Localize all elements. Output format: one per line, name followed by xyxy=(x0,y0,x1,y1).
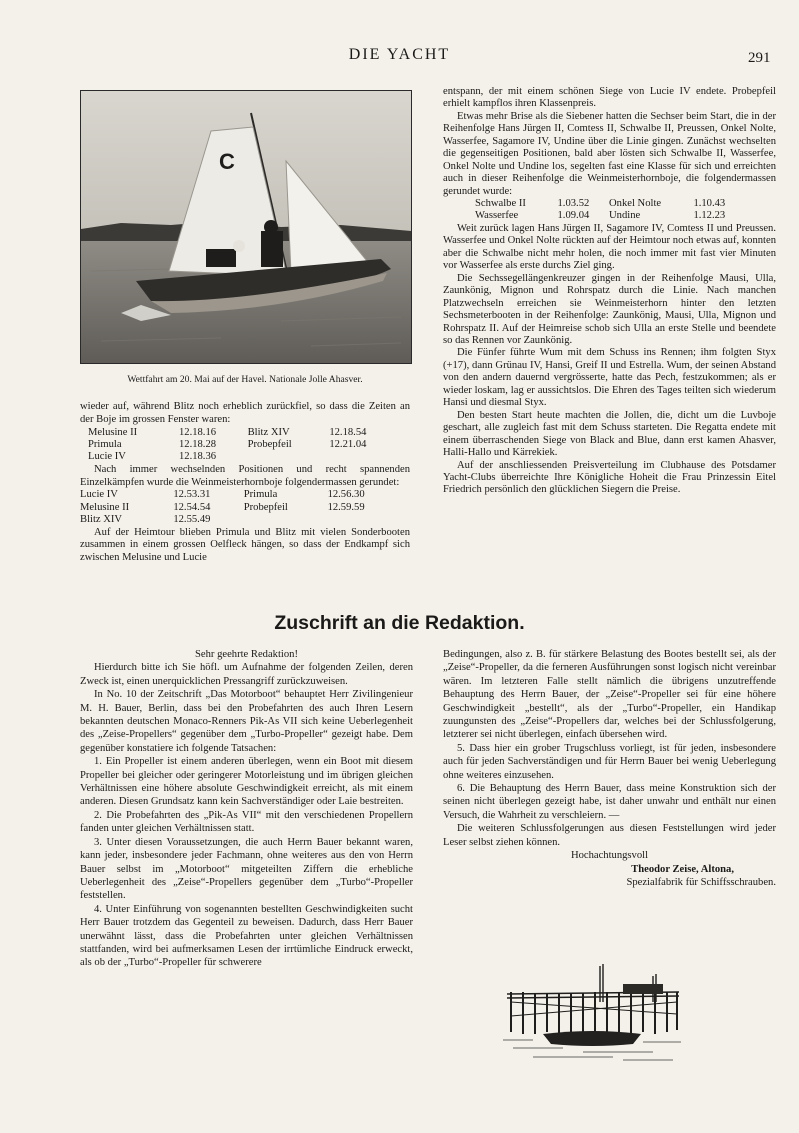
time: 12.55.49 xyxy=(173,514,211,526)
paragraph: 3. Unter diesen Voraussetzungen, die auch Herrn Bauer bekannt waren, kann jeder, insbesondere jeder Fachmann, ohne weiteres aus den von Herrn Bauer selbst im „Motorboot“ mitgeteilten Ziffern die erhebliche Ueberlegenheit des „Zeise“-Propellers gegenüber dem „Turbo“-Propeller feststellen. xyxy=(80,836,413,902)
article-left-column xyxy=(80,401,410,565)
paragraph: Hierdurch bitte ich Sie höfl. um Aufnahme der folgenden Zeilen, deren Zweck ist, einen unerquicklichen Pressangriff zurückzuweisen. xyxy=(80,662,413,687)
boat-name: Onkel Nolte xyxy=(609,198,662,210)
photo-caption: Wettfahrt am 20. Mai auf der Havel. Nationale Jolle Ahasver. xyxy=(127,374,363,385)
boat-name: Schwalbe II xyxy=(475,198,526,210)
time: 12.18.54 xyxy=(329,426,367,438)
time: 12.53.31 xyxy=(173,489,211,501)
sailboat-illustration xyxy=(81,91,411,363)
pier-illustration xyxy=(503,962,683,1064)
paragraph: Die Sechssegellängenkreuzer gingen in der Reihenfolge Mausi, Ulla, Zaunkönig, Mignon und Rohrspatz durch die Linie. Nach manchen Platzwechseln erreichen sie Weinmeisterhorn hinter den letzten Sechsmeterbooten in der Reihenfolge: Zaunkönig, Mausi, Ulla, Mignon und Rohrspatz II. Auf der Heimreise schob sich Ulla an erste Stelle und beendete so das Rennen vor Zaunkönig. xyxy=(443,272,776,346)
boat-name: Blitz XIV xyxy=(247,426,290,438)
time: 12.59.59 xyxy=(327,501,365,513)
boat-name xyxy=(244,514,328,526)
running-header-title: DIE YACHT xyxy=(348,46,451,63)
table-row xyxy=(88,439,398,451)
paragraph: Etwas mehr Brise als die Siebener hatten die Sechser beim Start, die in der Reihenfolge Hans Jürgen II, Comtess II, Schwalbe II, Preussen, Onkel Nolte, Wasserfee, Sagamore IV, Undine über die Linie gingen. Zunächst wechselten die gegenseitigen Positionen, bald aber lösten sich Schwalbe II, Wasserfee, Onkel Nolte und Undine los, segelten fast eine Klasse für sich und erreichten auch in dieser Reihenfolge die Weinmeisterhornboje, die folgendermassen gerundet wurde: xyxy=(443,110,776,197)
signature: Theodor Zeise, Altona, xyxy=(631,863,734,875)
sail-letter: C xyxy=(219,149,235,174)
table-row xyxy=(88,451,398,463)
time: 12.54.54 xyxy=(173,501,211,513)
sailor xyxy=(261,231,283,267)
letter-right-column xyxy=(443,648,776,889)
time: 1.12.23 xyxy=(693,210,726,222)
paragraph: Auf der Heimtour blieben Primula und Blitz mit vielen Sonderbooten zusammen in einem grossen Oelfleck hängen, so dass der Endkampf sich zwischen Melusine und Lucie xyxy=(80,526,410,564)
paragraph: In No. 10 der Zeitschrift „Das Motorboot“ behauptet Herr Zivilingenieur M. H. Bauer, Berlin, dass bei den Probefahrten des auch Ihren Lesern bekannten deutschen Monaco-Renners Pik-As VII sich keine Ueberlegenheit des „Zeise-Propellers“ gegenüber dem „Turbo-Propeller“ gezeigt habe. Dem gegenüber konstatiere ich folgende Tatsachen: xyxy=(80,689,413,754)
boat-name xyxy=(248,451,330,463)
paragraph: Nach immer wechselnden Positionen und recht spannenden Einzelkämpfen wurde die Weinmeisterhornboje folgendermassen gerundet: xyxy=(80,463,410,488)
paragraph: entspann, der mit einem schönen Siege von Lucie IV endete. Probepfeil erhielt kampflos ihren Klassenpreis. xyxy=(443,86,776,110)
paragraph: Bedingungen, also z. B. für stärkere Belastung des Bootes bestellt sei, als der „Zeise“-Propeller, da die ferneren Ausführungen sonst logisch nicht vereinbar wären. Im letzteren Falle stellt nämlich die übrigens unzutreffende Behauptung des Herrn Bauer, der „Zeise“-Propeller sei für eine höhere Geschwindigkeit „bestellt“, als der „Turbo“-Propeller, ein Handikap zuungunsten des „Zeise“-Propellers dar, welches bei der Schlussfolgerung, letzterer sei nicht überlegen, einfach übersehen wird. xyxy=(443,649,776,741)
time: 12.56.30 xyxy=(327,489,365,501)
page-number: 291 xyxy=(748,50,771,66)
sailor xyxy=(206,249,236,267)
boat-name: Probepfeil xyxy=(247,439,292,450)
rowboat xyxy=(543,1031,641,1046)
table-row xyxy=(475,210,745,222)
time: 1.09.04 xyxy=(557,210,590,222)
table-row xyxy=(80,489,398,501)
table-row xyxy=(80,514,398,526)
time: 1.03.52 xyxy=(557,198,590,210)
time: 12.18.36 xyxy=(178,451,217,463)
paragraph: wieder auf, während Blitz noch erheblich zurückfiel, so dass die Zeiten an der Boje im grossen Fenster waren: xyxy=(80,401,410,425)
pier-drawing xyxy=(503,962,683,1064)
time: 12.18.16 xyxy=(178,426,217,438)
times-table-1 xyxy=(88,427,398,464)
paragraph: Den besten Start heute machten die Jollen, die, dicht um die Luvboje geschart, alle zugleich fast mit dem Schuss starteten. Die Regatta endete mit einem überraschenden Siege von Black and Blue, dann erst kamen Ahasver, Halli-Hallo und Kärrekiek. xyxy=(443,409,776,459)
paragraph: Auf der anschliessenden Preisverteilung im Clubhause des Potsdamer Yacht-Clubs überreichte Ihre Königliche Hoheit die Frau Prinzessin Eitel Friedrich persönlich den glücklichen Siegern die Preise. xyxy=(443,459,776,496)
table-row xyxy=(475,198,745,210)
salutation: Sehr geehrte Redaktion! xyxy=(195,649,298,660)
boat-name: Primula xyxy=(243,489,278,501)
boat-name: Probepfeil xyxy=(243,501,288,513)
boat-name: Melusine II xyxy=(88,426,138,438)
time: 1.10.43 xyxy=(693,198,726,210)
paragraph: Die Fünfer führte Wum mit dem Schuss ins Rennen; ihm folgten Styx (+17), dann Grünau IV, Hansi, Greif II und Estrella. Wum, der seinen Abstand von den andern dauernd vergrösserte, hatte das Pech, festzukommen; als er wieder loskam, lag er aussichtslos. Die Ehren des Tages teilten sich wiederum Hansi und diesmal Styx. xyxy=(443,347,776,409)
time xyxy=(328,514,398,526)
paragraph: 4. Unter Einführung von sogenannten bestellten Geschwindigkeiten sucht Herr Bauer trotzdem das Gegenteil zu beweisen. Dadurch, dass Herr Bauer unerwähnt lässt, dass die Probefahrten unter gleichen Verhältnissen stattfanden, wird bei aufmerksamen Lesen der irrtümliche Eindruck erweckt, als ob der „Turbo“-Propeller für schwerere xyxy=(80,903,413,969)
table-row xyxy=(80,502,398,514)
pier-hut xyxy=(623,984,663,994)
boat-name: Wasserfee xyxy=(475,210,519,222)
boat-name: Lucie IV xyxy=(88,451,126,463)
table-row xyxy=(88,427,398,439)
paragraph: 1. Ein Propeller ist einem anderen überlegen, wenn ein Boot mit diesem Propeller bei gleicher oder geringerer Motorleistung und im übrigen gleichen Verhältnissen eine höhere absolute Geschwindigkeit erreicht, als mit einem anderen. Diesen Grundsatz kann kein Sachverständiger oder Laie bestreiten. xyxy=(80,756,413,808)
paragraph: 6. Die Behauptung des Herrn Bauer, dass meine Konstruktion sich der seinen nicht überlegen gezeigt habe, ist daher unwahr und enthält nur einen Versuch, die Wahrheit zu verschleiern. — xyxy=(443,783,776,821)
time: 12.21.04 xyxy=(329,439,367,450)
time: 12.18.28 xyxy=(178,439,217,450)
boat-name: Undine xyxy=(609,210,641,222)
paragraph: Weit zurück lagen Hans Jürgen II, Sagamore IV, Comtess II und Preussen. Wasserfee und Onkel Nolte rückten auf der Heimtour noch etwas auf, konnten aber die Schwalbe nicht mehr holen, die noch immer mit fast vier Minuten vor Wasserfee als erste durchs Ziel ging. xyxy=(443,222,776,272)
letter-heading: Zuschrift an die Redaktion. xyxy=(274,612,525,634)
times-table-2 xyxy=(80,489,398,526)
letter-left-column xyxy=(80,648,413,970)
article-right-column xyxy=(443,86,776,497)
boat-name: Lucie IV xyxy=(80,489,118,501)
closing: Hochachtungsvoll xyxy=(570,850,649,862)
sailing-photo xyxy=(80,90,412,364)
paragraph: Die weiteren Schlussfolgerungen aus diesen Feststellungen wird jeder Leser selbst ziehen können. xyxy=(443,823,776,848)
boat-name: Blitz XIV xyxy=(80,514,123,526)
paragraph: 5. Dass hier ein grober Trugschluss vorliegt, ist für jeden, insbesondere auch für jeden Sachverständigen und für Herrn Bauer bei wenig Ueberlegung ohne weiteres einzusehen. xyxy=(443,742,776,781)
boat-name: Primula xyxy=(88,439,122,450)
times-table-3 xyxy=(475,198,745,223)
signature-company: Spezialfabrik für Schiffsschrauben. xyxy=(626,876,776,888)
time xyxy=(329,451,398,463)
boat-name: Melusine II xyxy=(80,501,130,513)
paragraph: 2. Die Probefahrten des „Pik-As VII“ mit den verschiedenen Propellern fanden unter gleichen Verhältnissen statt. xyxy=(80,809,413,835)
